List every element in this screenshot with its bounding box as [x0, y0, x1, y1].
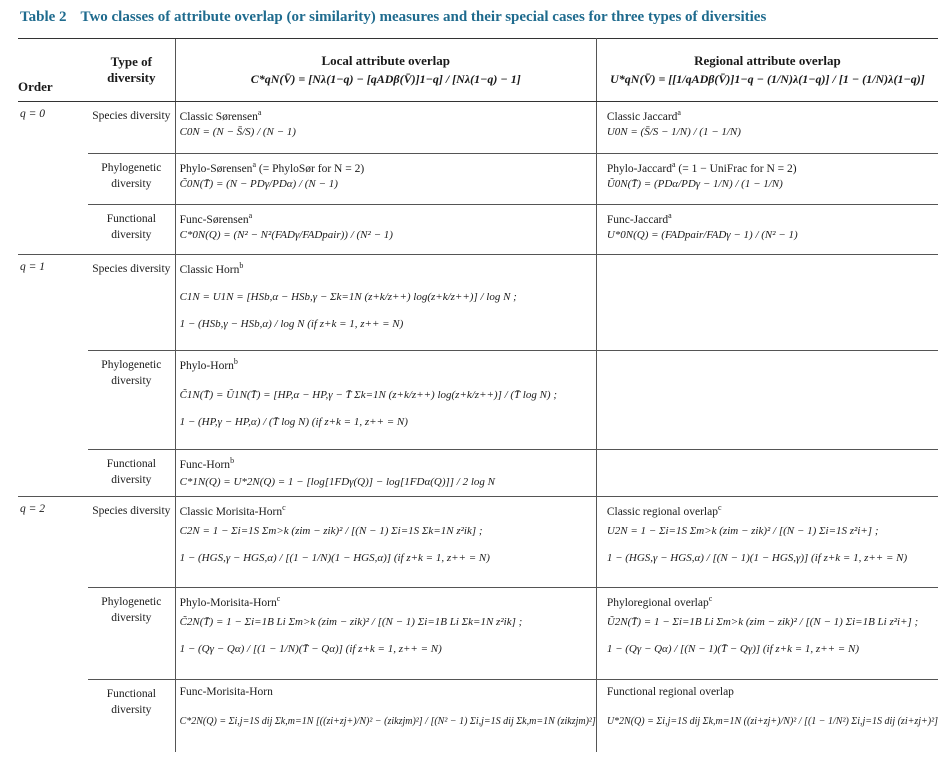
table-row — [18, 205, 938, 255]
table-row — [18, 450, 938, 497]
formula: 1 − (HGS,γ − HGS,α) / [(1 − 1/N)(1 − HGS,α)] (if z+k = 1, z++ = N) — [179, 551, 490, 564]
regional-cell — [596, 497, 938, 588]
measure-name: Func-Horn$^b$ — [179, 456, 235, 471]
formula: C1N = U1N = [HSb,α − HSb,γ − Σk=1N (z+k/z++) log(z+k/z++)] / log N ; — [179, 290, 517, 303]
type-cell: Functional diversity — [88, 205, 175, 255]
type-cell: Functional diversity — [106, 688, 156, 716]
measure-name: Classic Sørensen$^a$ — [179, 108, 262, 123]
table-title: Two classes of attribute overlap (or similarity) measures and their special cases for three types of diversities — [80, 9, 767, 25]
order-cell: q = 1 — [18, 255, 88, 497]
measure-name: Phylo-Morisita-Horn$^c$ — [179, 594, 281, 609]
type-cell: Species diversity — [88, 102, 175, 154]
measure-name: Classic regional overlap$^c$ — [606, 503, 722, 518]
regional-cell — [596, 102, 938, 154]
regional-cell — [596, 255, 938, 351]
formula: U0N = (S̄/S − 1/N) / (1 − 1/N) — [606, 125, 741, 138]
local-cell — [175, 102, 596, 154]
formula: C̃2N(T̄) = 1 − Σi=1B Li Σm>k (zim − zik)² / [(N − 1) Σi=1B Li Σk=1N z²ik] ; — [179, 615, 523, 628]
local-cell — [175, 450, 596, 497]
measure-name: Phylo-Jaccard$^a$ (= 1 − UniFrac for N = 2) — [606, 160, 797, 175]
header-local-title: Local attribute overlap — [321, 53, 450, 68]
table-row — [18, 255, 938, 351]
measure-name: Classic Morisita-Horn$^c$ — [179, 503, 286, 518]
formula: C0N = (N − S̄/S) / (N − 1) — [179, 125, 296, 138]
type-cell: Phylogenetic diversity — [88, 154, 175, 205]
measure-name: Func-Sørensen$^a$ — [179, 211, 253, 226]
header-local — [175, 39, 596, 102]
local-cell — [175, 680, 596, 752]
regional-cell — [596, 205, 938, 255]
type-cell: Functional diversity — [88, 450, 175, 497]
header-local-formula: C*qN(V̄) = [Nλ(1−q) − [qADβ(V̄)]1−q] / [Nλ(1−q) − 1] — [250, 72, 521, 86]
header-row — [18, 39, 938, 102]
formula: C2N = 1 − Σi=1S Σm>k (zim − zik)² / [(N − 1) Σi=1S Σk=1N z²ik] ; — [179, 524, 483, 537]
local-cell — [175, 255, 596, 351]
table-row — [18, 497, 938, 588]
order-cell: q = 0 — [18, 102, 88, 255]
measure-name: Phyloregional overlap$^c$ — [606, 594, 713, 609]
formula: U2N = 1 − Σi=1S Σm>k (zim − zik)² / [(N − 1) Σi=1S z²i+] ; — [606, 524, 879, 537]
formula: C*2N(Q) = Σi,j=1S dij Σk,m=1N [((zi+zj+)/N)² − (zikzjm)²] / [(N² − 1) Σi,j=1S dij Σk,m=1N (zikzjm)²] — [179, 716, 596, 727]
local-cell — [175, 205, 596, 255]
measure-name: Func-Morisita-Horn — [179, 686, 273, 698]
type-cell: Species diversity — [88, 497, 175, 588]
type-cell: Species diversity — [88, 255, 175, 351]
table-row — [18, 102, 938, 154]
header-order: Order — [18, 39, 88, 102]
regional-cell — [596, 588, 938, 680]
formula: 1 − (Qγ − Qα) / [(N − 1)(T̄ − Qγ)] (if z+k = 1, z++ = N) — [606, 642, 859, 655]
measure-name: Classic Jaccard$^a$ — [606, 108, 681, 123]
formula: 1 − (Qγ − Qα) / [(1 − 1/N)(T̄ − Qα)] (if z+k = 1, z++ = N) — [179, 642, 442, 655]
formula: 1 − (HP,γ − HP,α) / (T̄ log N) (if z+k = 1, z++ = N) — [179, 415, 408, 428]
formula: Ũ0N(T̄) = (PDα/PDγ − 1/N) / (1 − 1/N) — [606, 177, 783, 190]
table-row — [18, 351, 938, 450]
formula: U*2N(Q) = Σi,j=1S dij Σk,m=1N ((zi+zj+)/N)² / [(1 − 1/N²) Σi,j=1S dij (zi+zj+)²] — [606, 716, 938, 727]
type-cell: Phylogenetic diversity — [88, 351, 175, 450]
table-row — [18, 588, 938, 680]
regional-cell — [596, 351, 938, 450]
table-number: Table 2 — [20, 9, 67, 25]
measure-name: Classic Horn$^b$ — [179, 261, 244, 276]
local-cell — [175, 351, 596, 450]
formula: Ũ2N(T̄) = 1 − Σi=1B Li Σm>k (zim − zik)² / [(N − 1) Σi=1B Li z²i+] ; — [606, 615, 919, 628]
formula: 1 − (HGS,γ − HGS,α) / [(N − 1)(1 − HGS,γ)] (if z+k = 1, z++ = N) — [606, 551, 908, 564]
measure-name: Functional regional overlap — [606, 686, 734, 698]
table-row — [18, 154, 938, 205]
regional-cell — [596, 154, 938, 205]
regional-cell — [596, 450, 938, 497]
local-cell — [175, 497, 596, 588]
header-regional-formula: U*qN(V̄) = [[1/qADβ(V̄)]1−q − (1/N)λ(1−q)] / [1 − (1/N)λ(1−q)] — [610, 72, 925, 86]
overlap-table — [18, 38, 938, 752]
formula: C̃1N(T̄) = Ũ1N(T̄) = [HP,α − HP,γ − T̄ Σk=1N (z+k/z++) log(z+k/z++)] / (T̄ log N) ; — [179, 388, 557, 401]
local-cell — [175, 154, 596, 205]
formula: C̃0N(T̄) = (N − PDγ/PDα) / (N − 1) — [179, 177, 338, 190]
measure-name: Func-Jaccard$^a$ — [606, 211, 672, 226]
measure-name: Phylo-Horn$^b$ — [179, 357, 238, 372]
type-cell: Phylogenetic diversity — [88, 588, 175, 680]
table-caption — [20, 9, 766, 26]
table-row — [18, 680, 938, 752]
header-regional — [596, 39, 938, 102]
header-type: Type of diversity — [88, 39, 175, 102]
formula: C*0N(Q) = (N² − N²(FADγ/FADpair)) / (N² − 1) — [179, 228, 393, 241]
local-cell — [175, 588, 596, 680]
formula: C*1N(Q) = U*2N(Q) = 1 − [log[1FDγ(Q)] − log[1FDα(Q)]] / 2 log N — [179, 475, 496, 488]
regional-cell — [596, 680, 938, 752]
formula: 1 − (HSb,γ − HSb,α) / log N (if z+k = 1, z++ = N) — [179, 317, 404, 330]
formula: U*0N(Q) = (FADpair/FADγ − 1) / (N² − 1) — [606, 228, 798, 241]
order-cell: q = 2 — [20, 503, 46, 515]
header-regional-title: Regional attribute overlap — [694, 53, 841, 68]
measure-name: Phylo-Sørensen$^a$ (= PhyloSør for N = 2) — [179, 160, 365, 175]
